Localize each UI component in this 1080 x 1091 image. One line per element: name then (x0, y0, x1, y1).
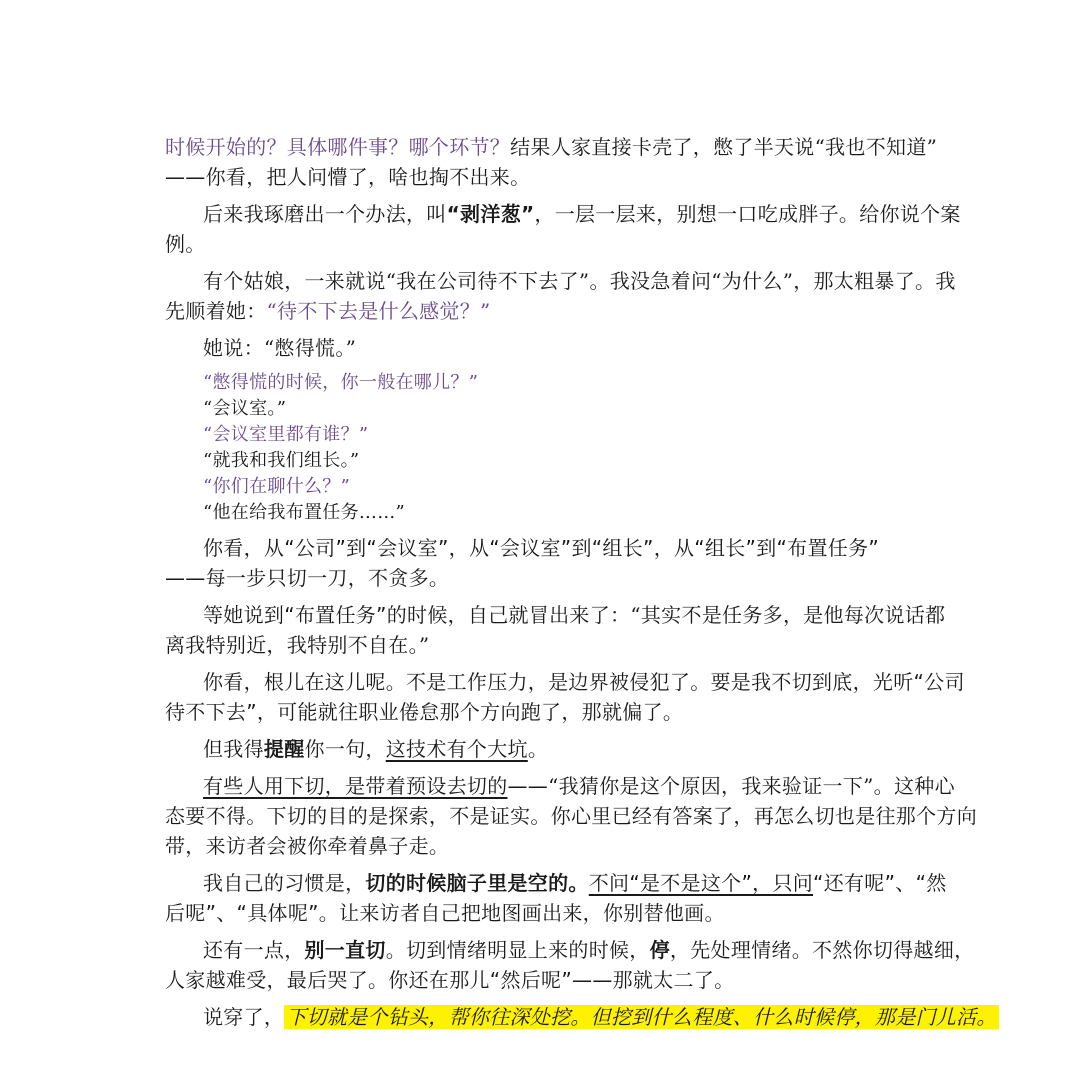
bold-text: “剥洋葱” (446, 202, 535, 226)
body-text: ，那太粗暴了。我 (793, 269, 956, 293)
body-text: 例。 (165, 232, 206, 256)
body-text: 后来我琢磨出一个办法，叫 (203, 202, 447, 226)
quote-text: 离我特别近，我特别不自在。” (165, 633, 430, 657)
paragraph-7 (165, 667, 965, 727)
paragraph-10 (165, 868, 947, 928)
body-text: 结果人家直接卡壳了，憋了半天说 (510, 135, 815, 159)
quote-text: “其实不是任务多，是他每次说话都 (630, 603, 946, 627)
body-text: 你一句， (304, 737, 386, 761)
body-text: 人家越难受，最后哭了。你还在那儿“然后呢”——那就太二了。 (165, 968, 735, 992)
paragraph-9 (165, 771, 977, 861)
body-text: 。切到情绪明显上来的时候， (385, 938, 650, 962)
dialogue-text: 时候开始的？具体哪件事？哪个环节？ (165, 135, 511, 159)
paragraph-4 (165, 333, 925, 363)
dialogue-text: “待不下去是什么感觉？” (266, 299, 491, 323)
paragraph-8 (165, 734, 925, 764)
quote-text: “憋得慌。” (263, 336, 357, 360)
body-text: —— (507, 774, 549, 798)
bold-text: 提醒 (263, 737, 305, 761)
dialogue-line: “憋得慌的时候，你一般在哪儿？” (203, 372, 479, 393)
body-text: 你看，从“公司”到“会议室”，从“会议室”到“组长”，从“组长”到“布置任务” (203, 536, 880, 560)
dialogue-line: “你们在聊什么？” (203, 476, 351, 497)
body-text: 我自己的习惯是， (203, 871, 366, 895)
body-text: 态要不得。下切的目的是探索，不是证实。你心里已经有答案了，再怎么切也是往那个方向 (165, 804, 977, 828)
paragraph-3 (165, 266, 956, 326)
underlined-text: 不问“是不是这个”，只问 (588, 871, 814, 895)
dialogue-line: “会议室。” (203, 398, 287, 419)
body-text: 说穿了， (203, 1005, 285, 1029)
paragraph-6 (165, 600, 946, 660)
bold-text: 别一直切 (304, 938, 386, 962)
quote-text: “我也不知道” (814, 135, 938, 159)
bold-text: 切的时候脑子里是空的。 (365, 871, 589, 895)
article-body (165, 132, 997, 1032)
underlined-text: 有些人用下切，是带着预设去切的 (203, 774, 508, 798)
paragraph-2 (165, 199, 961, 259)
dialogue-line: “会议室里都有谁？” (203, 424, 369, 445)
body-text: 。 (527, 737, 549, 761)
highlighted-text: 下切就是个钻头，帮你往深处挖。但挖到什么程度、什么时候停，那是门儿活。 (286, 1005, 997, 1029)
body-text: 先顺着她： (165, 299, 267, 323)
quote-text: “为什么” (711, 269, 794, 293)
body-text: 。我没急着问 (589, 269, 712, 293)
quote-text: “我在公司待不下去了” (385, 269, 590, 293)
paragraph-11 (165, 935, 975, 995)
paragraph-1 (165, 132, 938, 192)
body-text: “还有呢”、“然 (813, 871, 947, 895)
body-text: 还有一点， (203, 938, 305, 962)
body-text: ，一层一层来，别想一口吃成胖子。给你说个案 (534, 202, 961, 226)
dialogue-line: “就我和我们组长。” (203, 450, 360, 471)
underlined-text: 这技术有个大坑 (385, 737, 528, 761)
dialogue-block (165, 370, 925, 526)
body-text: ——你看，把人问懵了，啥也掏不出来。 (165, 165, 531, 189)
body-text: 带，来访者会被你牵着鼻子走。 (165, 834, 450, 858)
body-text: 待不下去”，可能就往职业倦怠那个方向跑了，那就偏了。 (165, 700, 684, 724)
body-text: 后呢”、“具体呢”。让来访者自己把地图画出来，你别替他画。 (165, 901, 725, 925)
paragraph-5 (165, 533, 925, 593)
body-text: 有个姑娘，一来就说 (203, 269, 386, 293)
body-text: ，先处理情绪。不然你切得越细， (669, 938, 975, 962)
paragraph-12 (165, 1002, 997, 1032)
bold-text: 停 (649, 938, 670, 962)
quote-text: “我猜你是这个原因，我来验证一下” (548, 774, 874, 798)
body-text: 她说： (203, 336, 264, 360)
body-text: ——每一步只切一刀，不贪多。 (165, 566, 450, 590)
body-text: 等她说到“布置任务”的时候，自己就冒出来了： (203, 603, 631, 627)
body-text: 你看，根儿在这儿呢。不是工作压力，是边界被侵犯了。要是我不切到底，光听“公司 (203, 670, 965, 694)
body-text: 。这种心 (873, 774, 955, 798)
body-text: 但我得 (203, 737, 264, 761)
dialogue-line: “他在给我布置任务……” (203, 502, 406, 523)
